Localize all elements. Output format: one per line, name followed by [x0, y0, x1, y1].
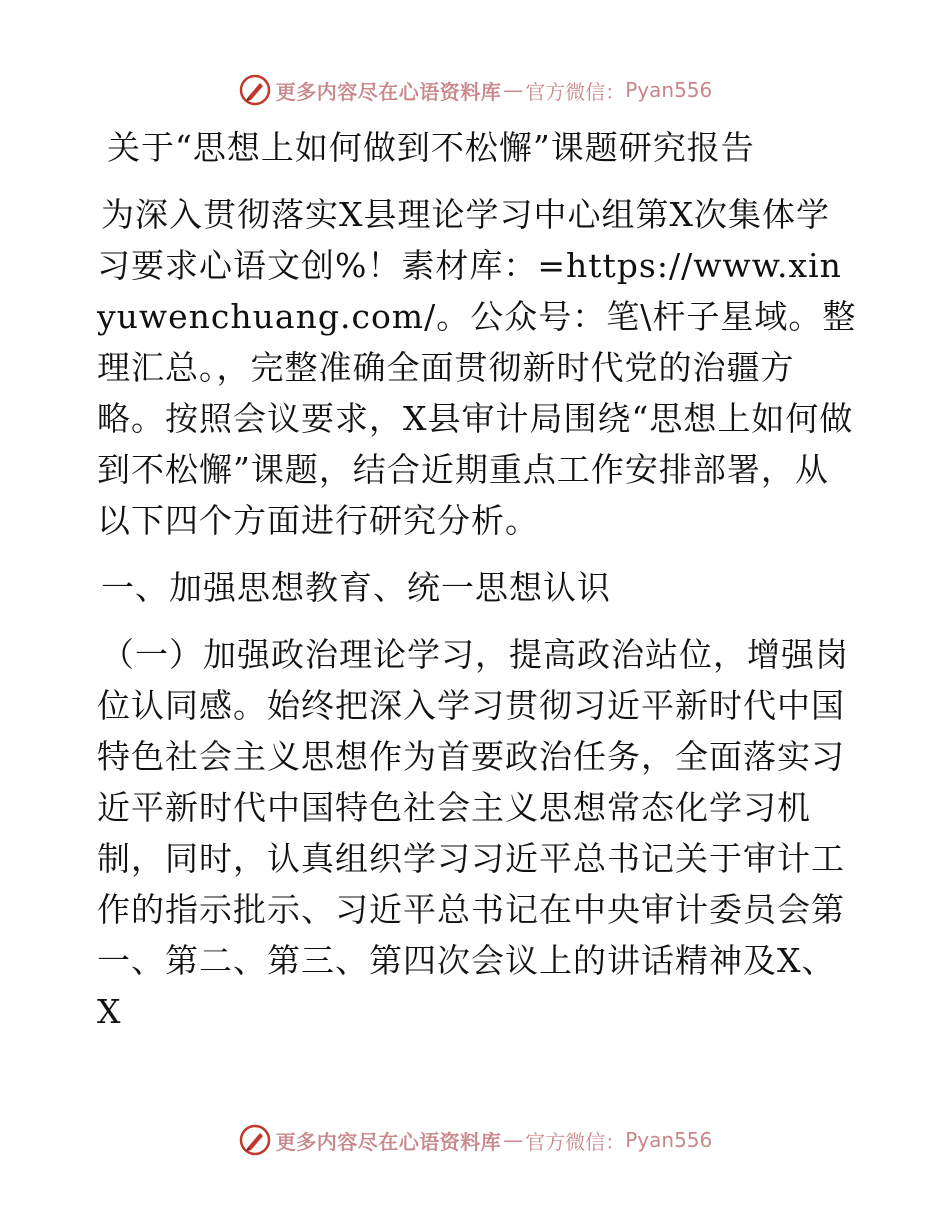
watermark-account-label: 官方微信：: [525, 79, 626, 104]
pen-nib-logo-icon: [238, 1123, 272, 1157]
watermark-account-label: 官方微信：: [525, 1129, 626, 1154]
watermark-account-id: Pyan556: [625, 1128, 713, 1152]
intro-paragraph: 为深入贯彻落实X县理论学习中心组第X次集体学习要求心语文创%！素材库：=https://www.xinyuwenchuang.com/。公众号：笔\杆子星域。整理汇总。，完整准确全面贯彻新时代党的治疆方略。按照会议要求，X县审计局围绕“思想上如何做到不松懈”课题，结合近期重点工作安排部署，从以下四个方面进行研究分析。: [97, 195, 857, 540]
document-body: [97, 122, 857, 1053]
watermark-dash: —: [503, 1128, 524, 1152]
section-paragraph: （一）加强政治理论学习，提高政治站位，增强岗位认同感。始终把深入学习贯彻习近平新时代中国特色社会主义思想作为首要政治任务，全面落实习近平新时代中国特色社会主义思想常态化学习机制，同时，认真组织学习习近平总书记关于审计工作的指示批示、习近平总书记在中央审计委员会第一、第二、第三、第四次会议上的讲话精神及X、X: [97, 635, 849, 1031]
watermark-header: [0, 70, 950, 110]
section-heading: 一、加强思想教育、统一思想认识: [101, 568, 611, 607]
watermark-footer: [0, 1120, 950, 1160]
watermark-account-id: Pyan556: [625, 78, 713, 102]
watermark-site-text: 更多内容尽在心语资料库: [275, 1129, 502, 1154]
watermark-dash: —: [503, 78, 524, 102]
document-title: 关于“思想上如何做到不松懈”课题研究报告: [107, 128, 755, 167]
pen-nib-logo-icon: [238, 73, 272, 107]
watermark-site-text: 更多内容尽在心语资料库: [275, 79, 502, 104]
